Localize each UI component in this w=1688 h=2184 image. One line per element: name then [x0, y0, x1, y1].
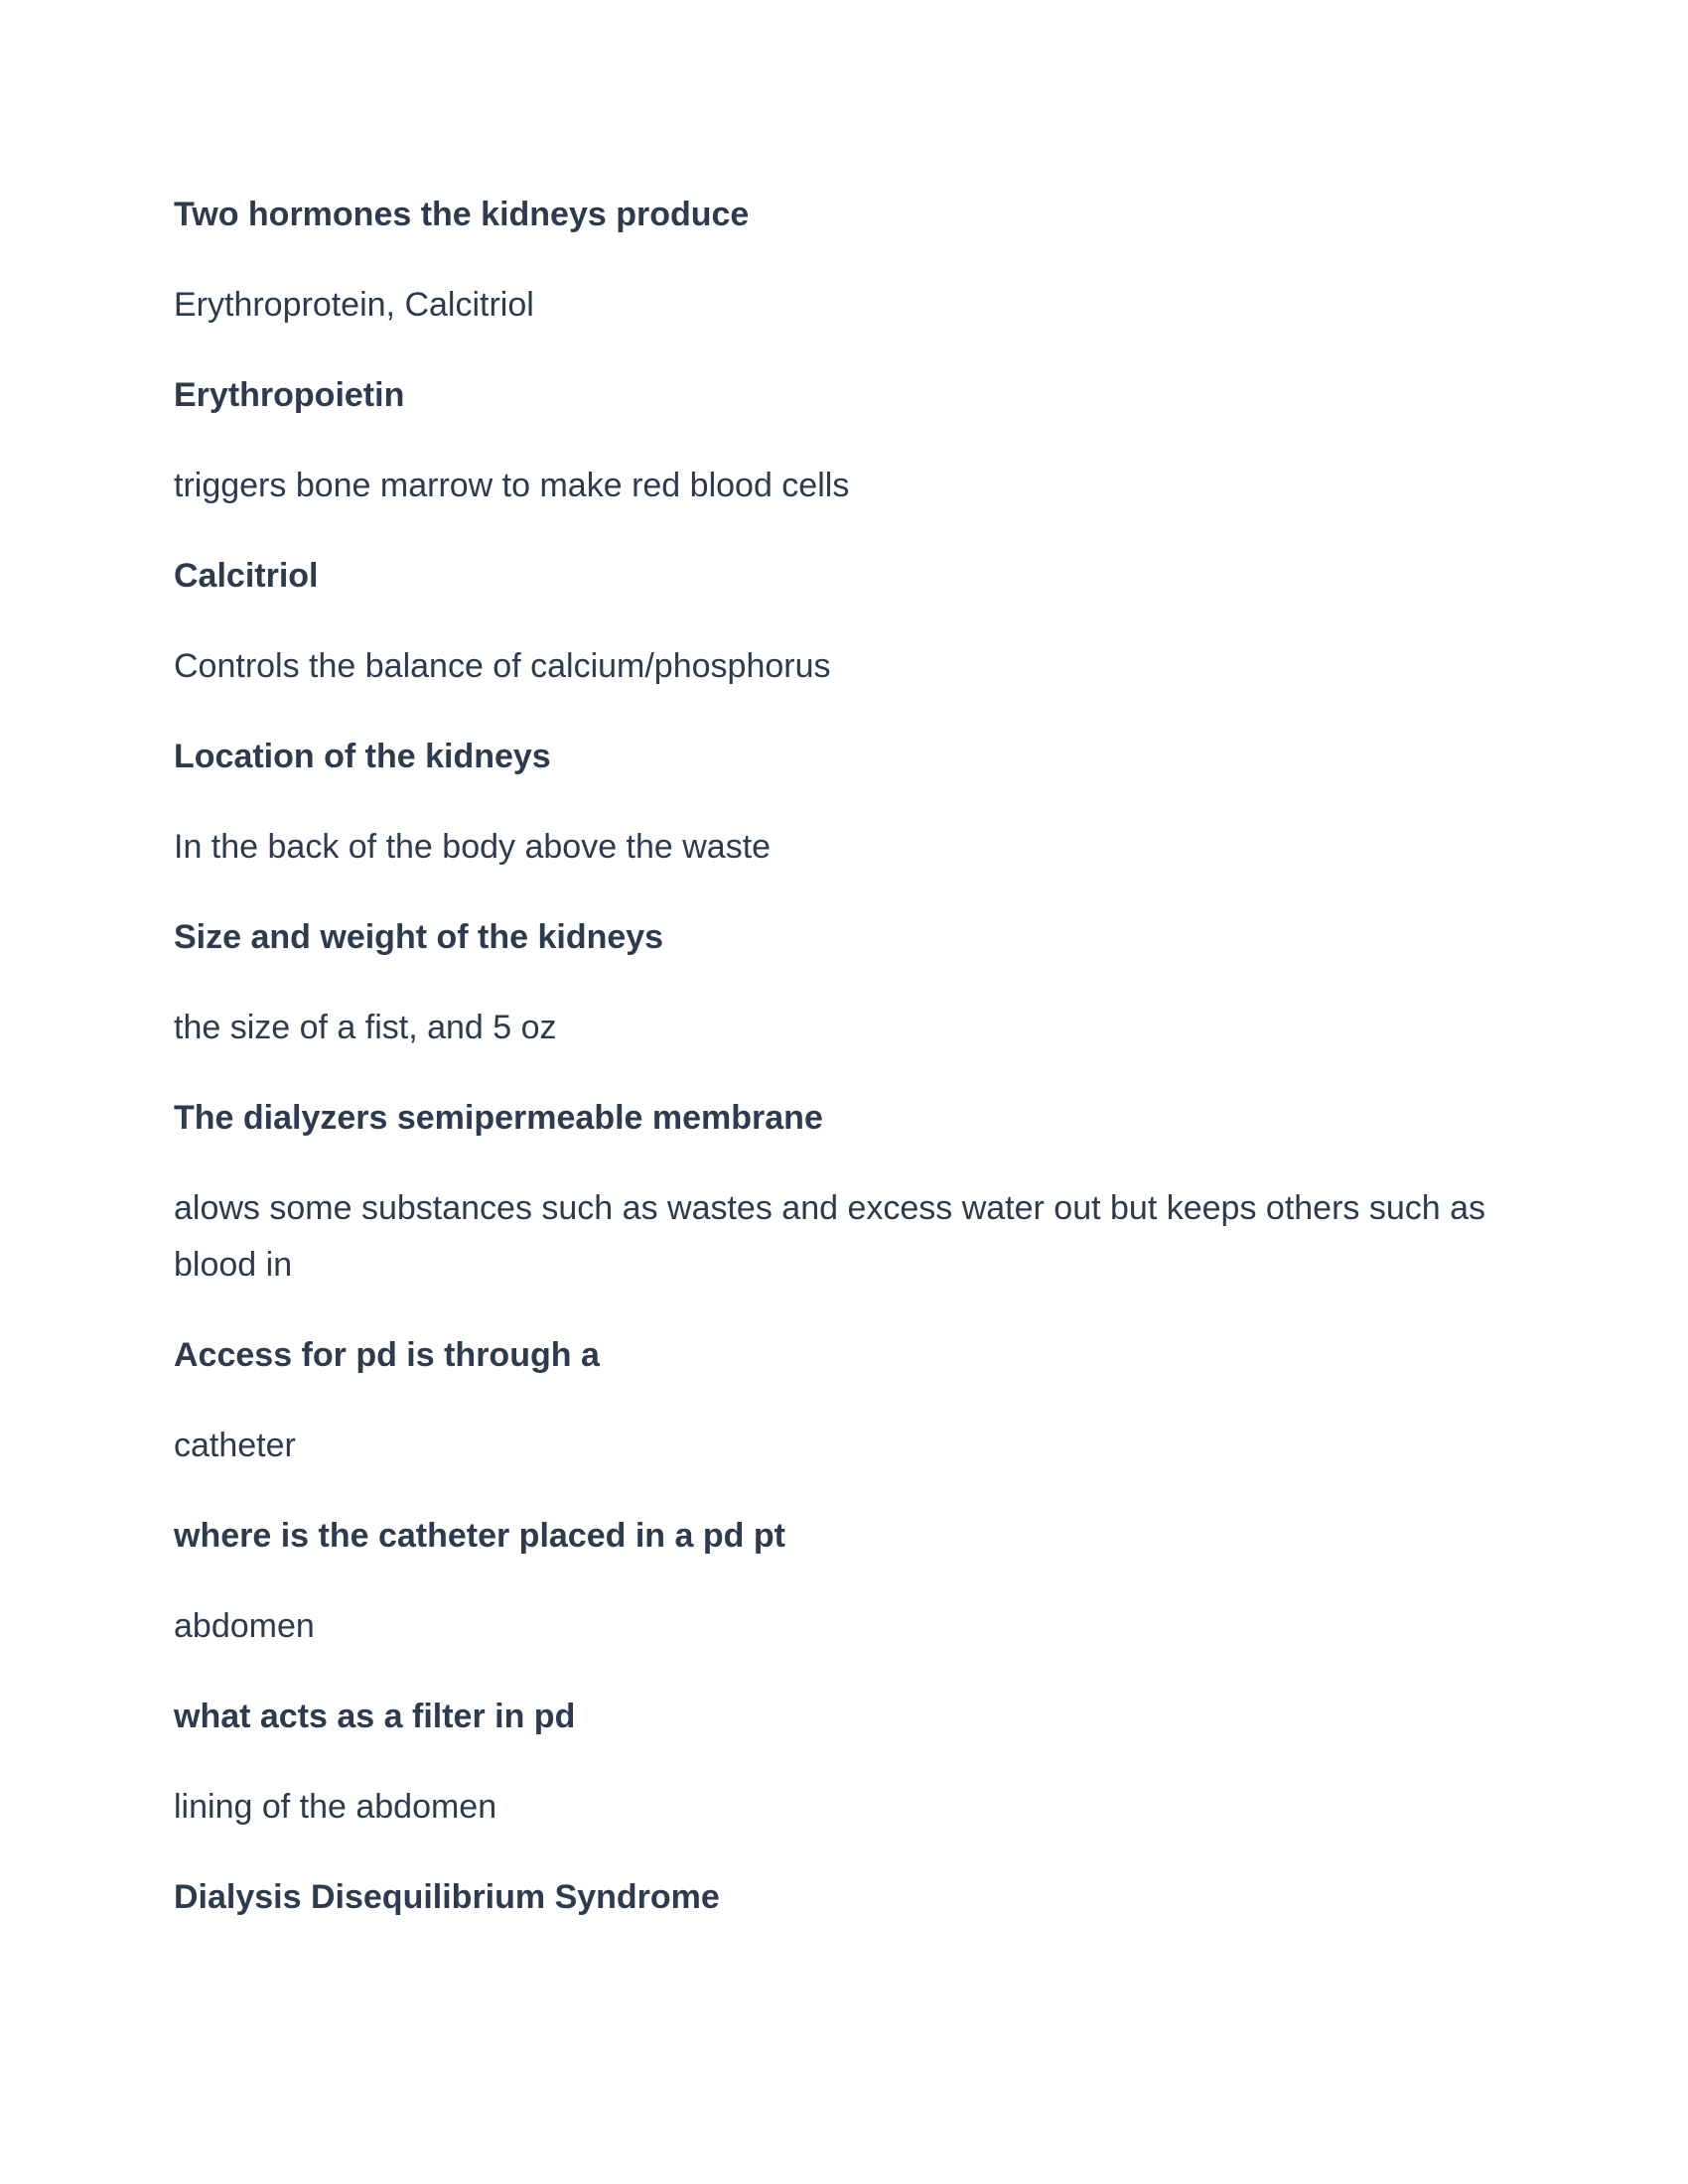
term-text: Erythropoietin — [174, 376, 405, 414]
term-text: Size and weight of the kidneys — [174, 918, 664, 956]
term-text: what acts as a filter in pd — [174, 1698, 576, 1735]
term-text: Access for pd is through a — [174, 1336, 600, 1374]
term-text: Dialysis Disequilibrium Syndrome — [174, 1878, 720, 1916]
term-text: Location of the kidneys — [174, 738, 551, 775]
term-text: Two hormones the kidneys produce — [174, 196, 750, 233]
term-text: Calcitriol — [174, 557, 319, 595]
definition-text: Controls the balance of calcium/phosphorus — [174, 647, 831, 685]
definition-text: catheter — [174, 1427, 296, 1464]
definition-text: lining of the abdomen — [174, 1788, 497, 1826]
term-text: where is the catheter placed in a pd pt — [174, 1517, 785, 1555]
definition-text: alows some substances such as wastes and excess water out but keeps others such as blood in — [174, 1189, 1486, 1284]
definition-text: abdomen — [174, 1607, 315, 1645]
term-text: The dialyzers semipermeable membrane — [174, 1099, 823, 1137]
definition-text: Erythroprotein, Calcitriol — [174, 286, 534, 324]
definition-text: the size of a fist, and 5 oz — [174, 1009, 557, 1046]
definition-text: In the back of the body above the waste — [174, 828, 772, 866]
definition-text: triggers bone marrow to make red blood cells — [174, 467, 850, 504]
